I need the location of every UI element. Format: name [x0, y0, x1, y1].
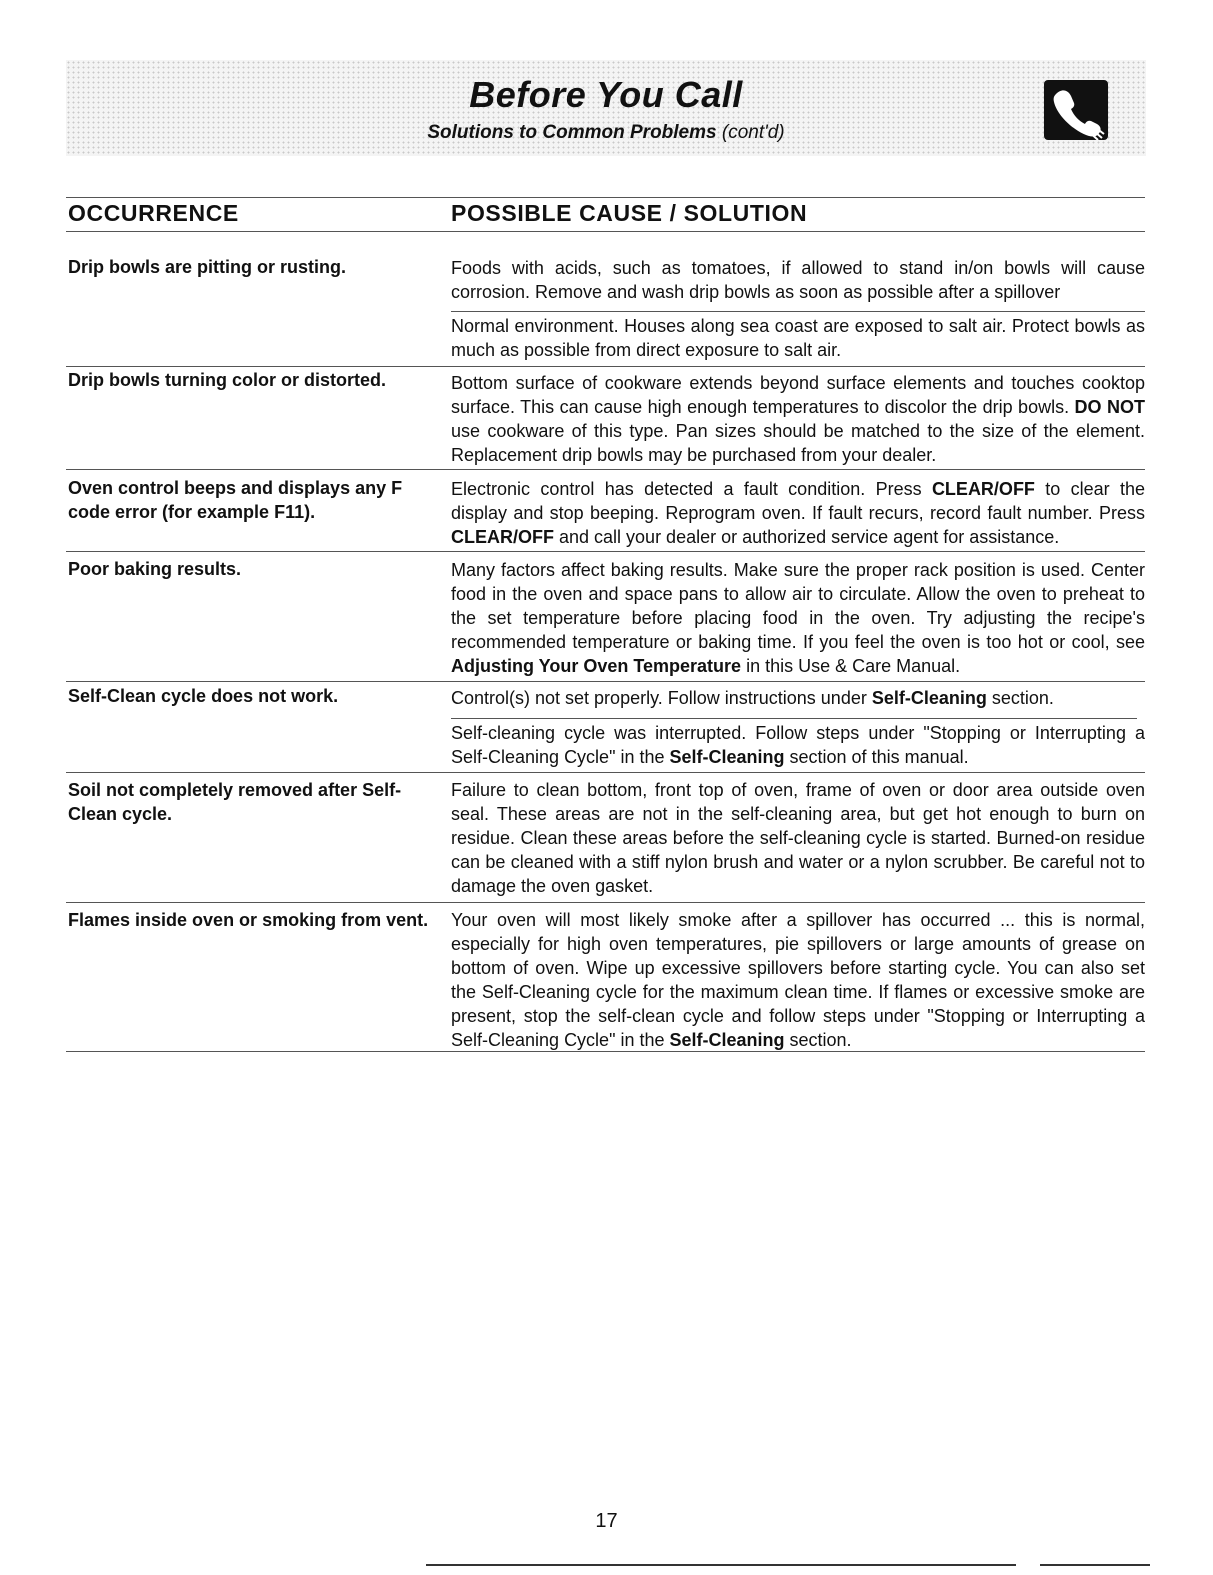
occurrence-text: Self-Clean cycle does not work. — [68, 686, 339, 706]
solution-divider — [451, 311, 1145, 312]
emphasis-text: Adjusting Your Oven Temperature — [451, 656, 742, 676]
solution-text: Your oven will most likely smoke after a spillover has occurred ... this is normal, especially for high oven temperatures, pie spillovers or large amounts of grease on bottom of oven. Wipe up excessive spillovers before starting cycle. You can also set the Self-Cleaning cycle for the maximum clean time. If flames or excessive smoke are present, stop the self-clean cycle and follow steps under "Stopping or Interrupting a Self-Cleaning Cycle" in the Self-Cleaning section. — [451, 910, 1145, 1050]
emphasis-text: CLEAR/OFF — [931, 479, 1035, 499]
scan-edge-mark — [1040, 1564, 1150, 1566]
row-divider — [66, 551, 1145, 552]
solution-text: Normal environment. Houses along sea coast are exposed to salt air. Protect bowls as much as possible from direct exposure to salt air. — [451, 316, 1145, 360]
occurrence-text: Oven control beeps and displays any F code error (for example F11). — [68, 478, 403, 522]
page-subtitle-main: Solutions to Common Problems — [427, 122, 717, 143]
solution-divider — [451, 718, 1137, 719]
page-number: 17 — [595, 1510, 618, 1532]
page-subtitle-suffix: (cont'd) — [716, 122, 785, 143]
occurrence-text: Soil not completely removed after Self-Clean cycle. — [68, 780, 402, 824]
scan-edge-mark — [426, 1564, 1016, 1566]
occurrence-text: Flames inside oven or smoking from vent. — [68, 910, 429, 930]
row-divider — [66, 902, 1145, 903]
header-banner — [66, 60, 1146, 156]
page-subtitle — [66, 122, 1146, 144]
solution-text: Bottom surface of cookware extends beyond surface elements and touches cooktop surface. This can cause high enough temperatures to discolor the drip bowls. DO NOT use cookware of this type. Pan sizes should be matched to the size of the element. Replacement drip bowls may be purchased from your dealer. — [451, 373, 1146, 465]
solution-text: Control(s) not set properly. Follow instructions under Self-Cleaning section. — [451, 688, 1054, 708]
emphasis-text: Self-Cleaning — [669, 1030, 785, 1050]
emphasis-text: DO NOT — [1074, 397, 1146, 417]
row-divider — [66, 366, 1145, 367]
emphasis-text: CLEAR/OFF — [451, 527, 554, 547]
solution-text: Self-cleaning cycle was interrupted. Follow steps under "Stopping or Interrupting a Self-Cleaning Cycle" in the Self-Cleaning section of this manual. — [451, 723, 1145, 767]
solution-text: Failure to clean bottom, front top of oven, frame of oven or door area outside oven seal. These areas are not in the self-cleaning area, but get hot enough to burn on residue. Clean these areas before the self-cleaning cycle is started. Burned-on residue can be cleaned with a stiff nylon brush and water or a nylon scrubber. Be careful not to damage the oven gasket. — [451, 780, 1145, 896]
emphasis-text: Self-Cleaning — [871, 688, 987, 708]
solution-text: Many factors affect baking results. Make sure the proper rack position is used. Center food in the oven and space pans to allow air to circulate. Allow the oven to preheat to the set temperature before placing food in the oven. Try adjusting the recipe's recommended temperature or baking time. If you feel the oven is too hot or cool, see Adjusting Your Oven Temperature in this Use & Care Manual. — [451, 560, 1145, 676]
occurrence-text: Drip bowls are pitting or rusting. — [68, 257, 347, 277]
column-header-occurrence: OCCURRENCE — [68, 200, 239, 226]
solution-text: Electronic control has detected a fault condition. Press CLEAR/OFF to clear the display and stop beeping. Reprogram oven. If fault recurs, record fault number. Press CLEAR/OFF and call your dealer or authorized service agent for assistance. — [451, 479, 1145, 547]
table-bottom-rule — [66, 1051, 1145, 1052]
occurrence-text: Drip bowls turning color or distorted. — [68, 370, 386, 390]
row-divider — [66, 772, 1145, 773]
row-divider — [66, 681, 1145, 682]
page-title: Before You Call — [469, 74, 743, 115]
header-bottom-rule — [66, 231, 1145, 232]
emphasis-text: Self-Cleaning — [669, 747, 785, 767]
row-divider — [66, 469, 1145, 470]
header-top-rule — [66, 197, 1145, 198]
solution-text: Foods with acids, such as tomatoes, if allowed to stand in/on bowls will cause corrosion. Remove and wash drip bowls as soon as possible after a spillover — [451, 258, 1145, 302]
occurrence-text: Poor baking results. — [68, 559, 242, 579]
phone-icon — [1044, 80, 1108, 140]
column-header-solution: POSSIBLE CAUSE / SOLUTION — [451, 200, 808, 226]
